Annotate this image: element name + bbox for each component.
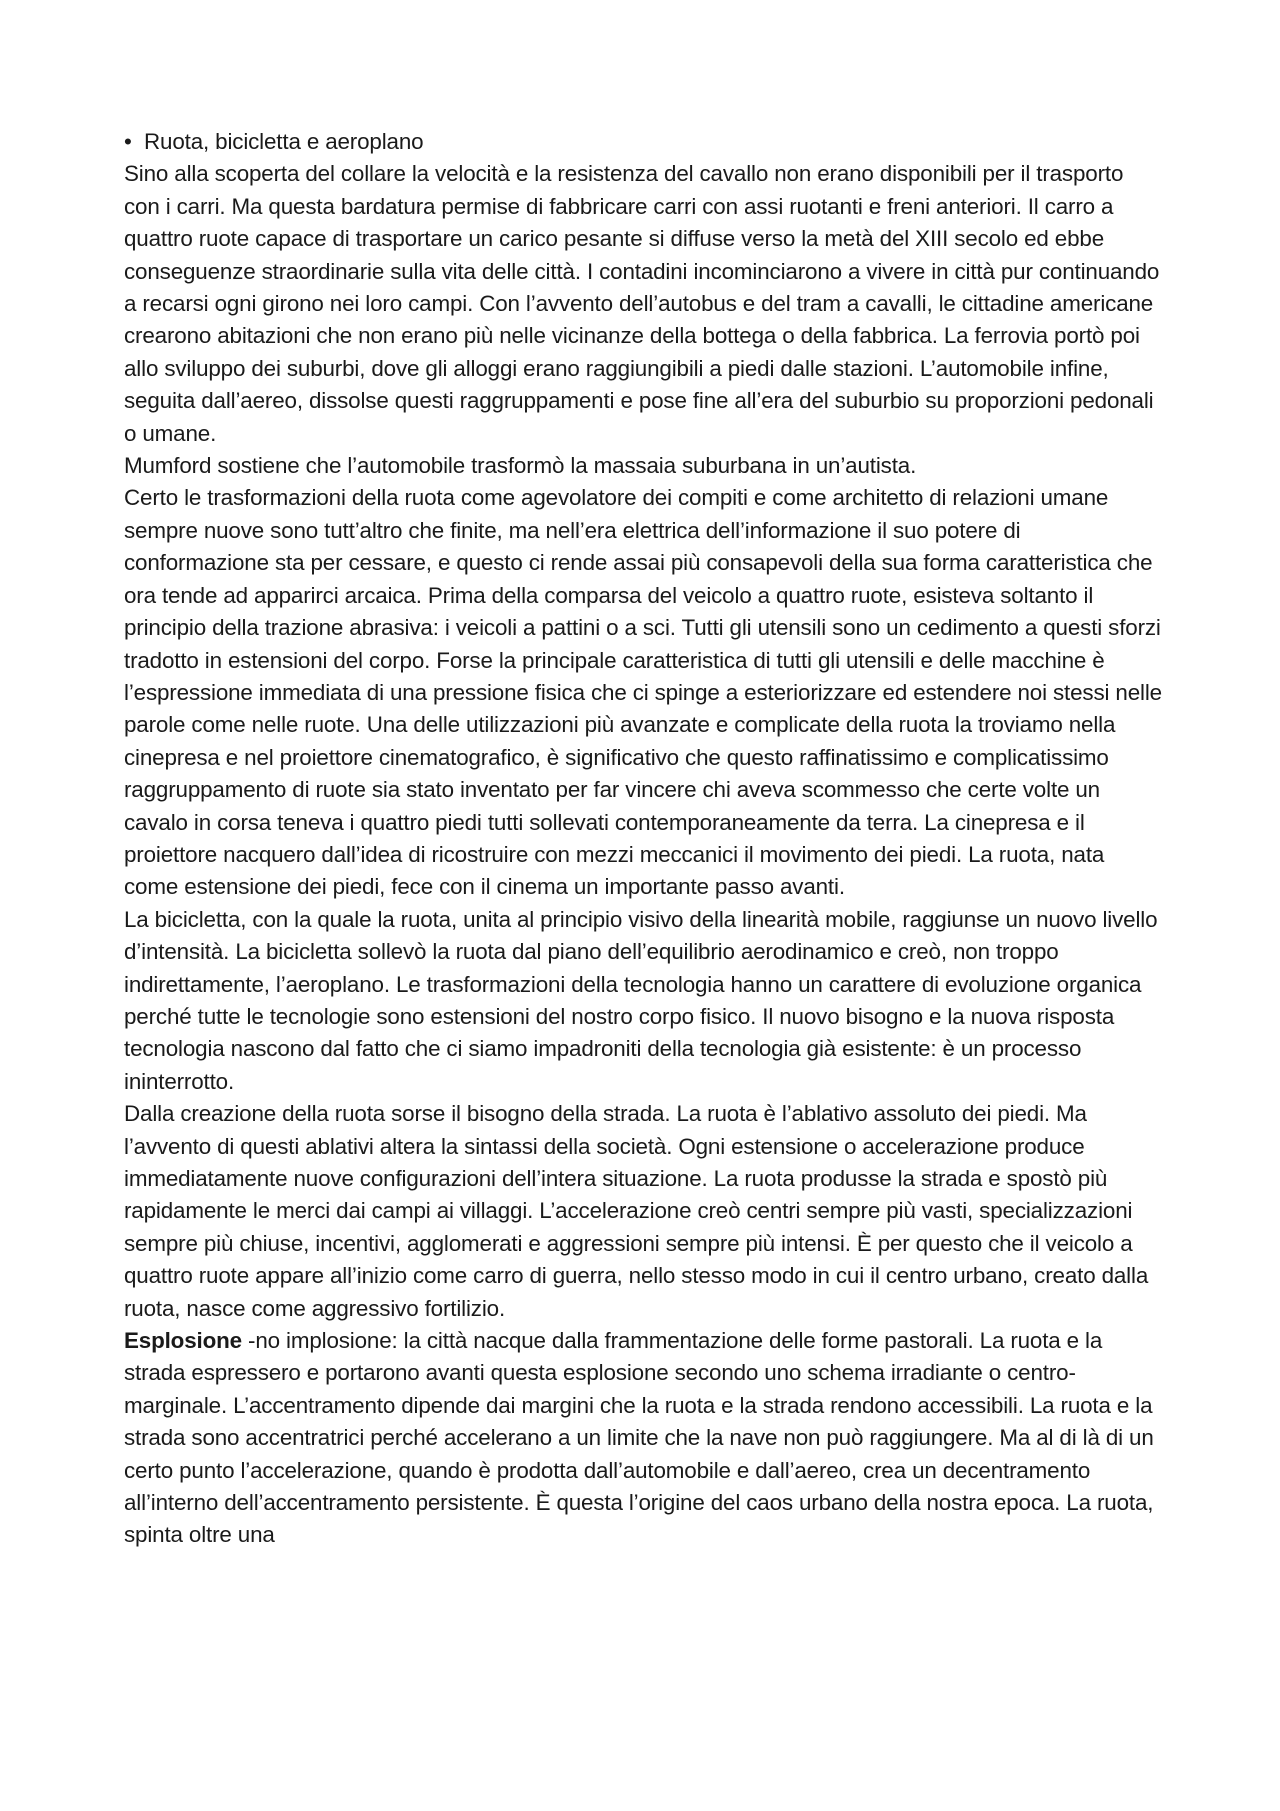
bold-term: Esplosione (124, 1328, 242, 1354)
paragraph: Mumford sostiene che l’automobile trasformò la massaia suburbana in un’autista. (124, 453, 917, 479)
paragraph: La bicicletta, con la quale la ruota, unita al principio visivo della linearità mobile, raggiunse un nuovo livello d’intensità. La bicicletta sollevò la ruota dal piano dell’equilibrio aerodinamico e creò, non troppo indirettamente, l’aeroplano. Le trasformazioni della tecnologia hanno un carattere di evoluzione organica perché tutte le tecnologie sono estensioni del nostro corpo fisico. Il nuovo bisogno e la nuova risposta tecnologia nascono dal fatto che ci siamo impadroniti della tecnologia già esistente: è un processo ininterrotto. (124, 906, 1158, 1094)
document-body (124, 126, 1164, 1552)
section-heading (124, 126, 1164, 158)
section-title: Ruota, bicicletta e aeroplano (144, 129, 424, 154)
paragraph: Certo le trasformazioni della ruota come agevolatore dei compiti e come architetto di relazioni umane sempre nuove sono tutt’altro che finite, ma nell’era elettrica dell’informazione il suo potere di conformazione sta per cessare, e questo ci rende assai più consapevoli della sua forma caratteristica che ora tende ad apparirci arcaica. Prima della comparsa del veicolo a quattro ruote, esisteva soltanto il principio della trazione abrasiva: i veicoli a pattini o a sci. Tutti gli utensili sono un cedimento a questi sforzi tradotto in estensioni del corpo. Forse la principale caratteristica di tutti gli utensili e delle macchine è l’espressione immediata di una pressione fisica che ci spinge a esteriorizzare ed estendere noi stessi nelle parole come nelle ruote. Una delle utilizzazioni più avanzate e complicate della ruota la troviamo nella cinepresa e nel proiettore cinematografico, è significativo che questo raffinatissimo e complicatissimo raggruppamento di ruote sia stato inventato per far vincere chi aveva scommesso che certe volte un cavalo in corsa teneva i quattro piedi tutti sollevati contemporaneamente da terra. La cinepresa e il proiettore nacquero dall’idea di ricostruire con mezzi meccanici il movimento dei piedi. La ruota, nata come estensione dei piedi, fece con il cinema un importante passo avanti. (124, 485, 1162, 900)
paragraph: Dalla creazione della ruota sorse il bisogno della strada. La ruota è l’ablativo assoluto dei piedi. Ma l’avvento di questi ablativi altera la sintassi della società. Ogni estensione o accelerazione produce immediatamente nuove configurazioni dell’intera situazione. La ruota produsse la strada e spostò più rapidamente le merci dai campi ai villaggi. L’accelerazione creò centri sempre più vasti, specializzazioni sempre più chiuse, incentivi, agglomerati e aggressioni sempre più intensi. È per questo che il veicolo a quattro ruote appare all’inizio come carro di guerra, nello stesso modo in cui il centro urbano, creato dalla ruota, nasce come aggressivo fortilizio. (124, 1101, 1149, 1321)
paragraph-last (124, 1325, 1164, 1552)
paragraph-text: -no implosione: la città nacque dalla frammentazione delle forme pastorali. La ruota e la strada espressero e portarono avanti questa esplosione secondo uno schema irradiante o centro-marginale. L’accentramento dipende dai margini che la ruota e la strada rendono accessibili. La ruota e la strada sono accentratrici perché accelerano a un limite che la nave non può raggiungere. Ma al di là di un certo punto l’accelerazione, quando è prodotta dall’automobile e dall’aereo, crea un decentramento all’interno dell’accentramento persistente. È questa l’origine del caos urbano della nostra epoca. La ruota, spinta oltre una (124, 1328, 1154, 1548)
bullet-icon: • (124, 129, 132, 154)
paragraph: Sino alla scoperta del collare la velocità e la resistenza del cavallo non erano disponibili per il trasporto con i carri. Ma questa bardatura permise di fabbricare carri con assi ruotanti e freni anteriori. Il carro a quattro ruote capace di trasportare un carico pesante si diffuse verso la metà del XIII secolo ed ebbe conseguenze straordinarie sulla vita delle città. I contadini incominciarono a vivere in città pur continuando a recarsi ogni girono nei loro campi. Con l’avvento dell’autobus e del tram a cavalli, le cittadine americane crearono abitazioni che non erano più nelle vicinanze della bottega o della fabbrica. La ferrovia portò poi allo sviluppo dei suburbi, dove gli alloggi erano raggiungibili a piedi dalle stazioni. L’automobile infine, seguita dall’aereo, dissolse questi raggruppamenti e pose fine all’era del suburbio su proporzioni pedonali o umane. (124, 161, 1160, 446)
